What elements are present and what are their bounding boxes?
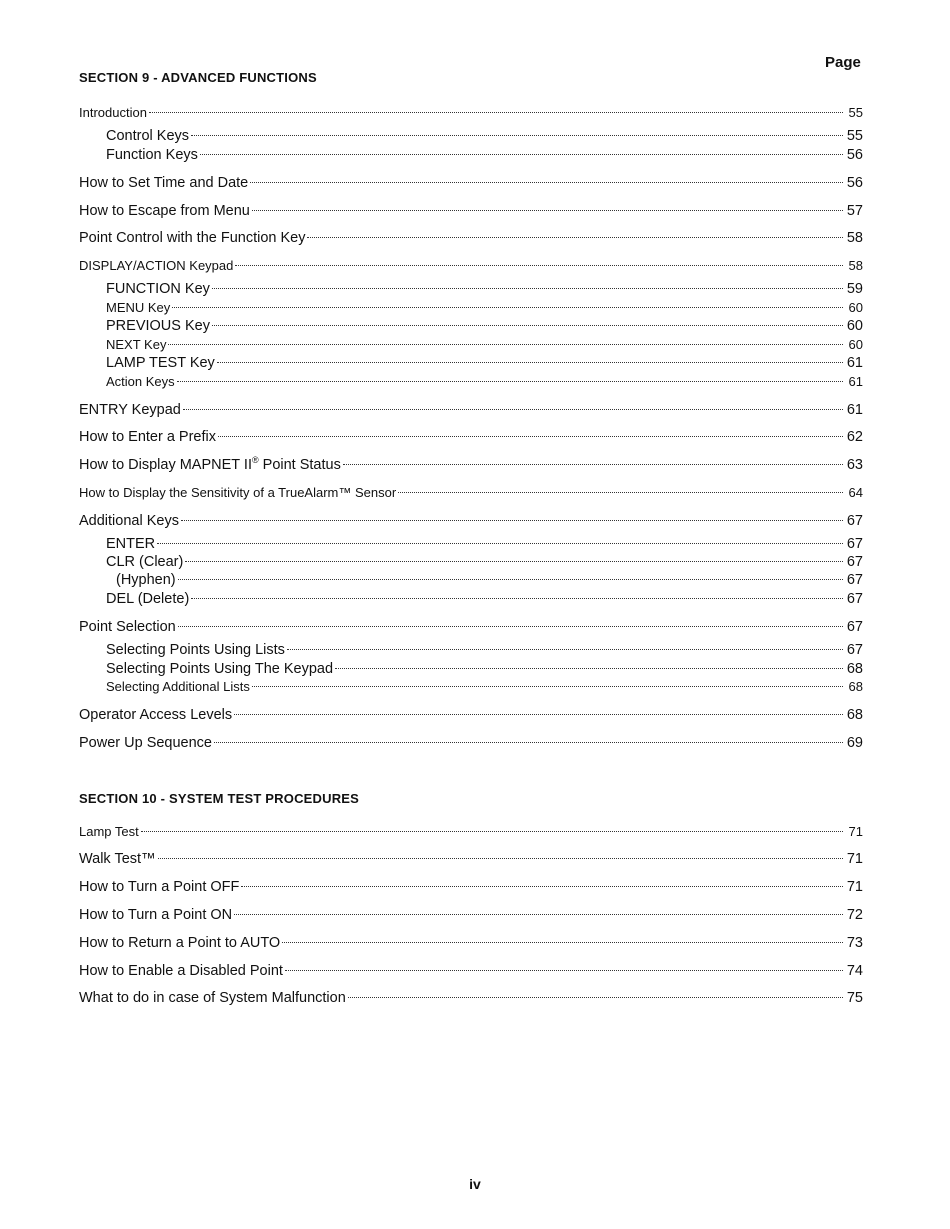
toc-entry-page: 68 bbox=[848, 679, 863, 694]
toc-entry-page: 67 bbox=[846, 642, 863, 658]
toc-entry-title: PREVIOUS Key bbox=[106, 318, 210, 334]
toc-entry-mapnet-status[interactable] bbox=[79, 456, 863, 474]
toc-entry-entry-keypad[interactable] bbox=[79, 401, 863, 419]
toc-entry-title: NEXT Key bbox=[106, 337, 167, 352]
toc-entry-title: Function Keys bbox=[106, 147, 198, 163]
toc-entry-truealarm-sensitivity[interactable] bbox=[79, 484, 863, 502]
toc-entry-additional-keys[interactable] bbox=[79, 512, 863, 530]
toc-entry-page: 63 bbox=[846, 457, 863, 473]
toc-entry-lamp-test-key[interactable] bbox=[106, 354, 863, 372]
toc-entry-return-auto[interactable] bbox=[79, 934, 863, 952]
toc-entry-control-keys[interactable] bbox=[106, 127, 863, 145]
toc-entry-next-key[interactable] bbox=[106, 336, 863, 354]
toc-entry-page: 60 bbox=[848, 337, 863, 352]
toc-entry-point-control[interactable] bbox=[79, 229, 863, 247]
toc-entry-page: 67 bbox=[846, 572, 863, 588]
toc-entry-title: How to Enter a Prefix bbox=[79, 429, 216, 445]
toc-entry-title: How to Escape from Menu bbox=[79, 203, 250, 219]
toc-entry-page: 56 bbox=[846, 175, 863, 191]
toc-entry-set-time-date[interactable] bbox=[79, 174, 863, 192]
toc-entry-title: Introduction bbox=[79, 105, 147, 120]
toc-entry-point-selection[interactable] bbox=[79, 618, 863, 636]
toc-entry-power-up[interactable] bbox=[79, 734, 863, 752]
toc-entry-page: 60 bbox=[848, 300, 863, 315]
toc-entry-title: Point Selection bbox=[79, 619, 176, 635]
footer-page-number: iv bbox=[469, 1176, 481, 1192]
toc-entry-page: 74 bbox=[846, 963, 863, 979]
toc-entry-page: 67 bbox=[846, 619, 863, 635]
toc-entry-additional-lists[interactable] bbox=[106, 678, 863, 696]
toc-entry-operator-access[interactable] bbox=[79, 706, 863, 724]
toc-entry-title: How to Set Time and Date bbox=[79, 175, 249, 191]
toc-entry-title: Walk Test™ bbox=[79, 851, 156, 867]
toc-entry-del[interactable] bbox=[106, 590, 863, 608]
toc-entry-introduction[interactable] bbox=[79, 104, 863, 122]
toc-entry-enable-disabled[interactable] bbox=[79, 962, 863, 980]
toc-entry-page: 59 bbox=[846, 281, 863, 297]
toc-entry-title: How to Display the Sensitivity of a TrueAlarm™ Sensor bbox=[79, 485, 397, 500]
toc-entry-title: MENU Key bbox=[106, 300, 171, 315]
toc-entry-menu-key[interactable] bbox=[106, 299, 863, 317]
toc-entry-page: 64 bbox=[848, 485, 863, 500]
toc-entry-page: 71 bbox=[846, 879, 863, 895]
toc-entry-hyphen[interactable] bbox=[106, 571, 863, 589]
toc-entry-page: 67 bbox=[846, 513, 863, 529]
toc-entry-page: 71 bbox=[846, 851, 863, 867]
toc-entry-title: ENTRY Keypad bbox=[79, 402, 181, 418]
toc-entry-title: Selecting Additional Lists bbox=[106, 679, 250, 694]
toc-entry-page: 72 bbox=[846, 907, 863, 923]
toc-entry-clr[interactable] bbox=[106, 553, 863, 571]
toc-entry-display-action-keypad[interactable] bbox=[79, 257, 863, 275]
toc-entry-title: FUNCTION Key bbox=[106, 281, 210, 297]
toc-entry-page: 68 bbox=[846, 707, 863, 723]
toc-entry-page: 67 bbox=[846, 591, 863, 607]
toc-entry-title: LAMP TEST Key bbox=[106, 355, 215, 371]
toc-entry-title: Power Up Sequence bbox=[79, 735, 212, 751]
toc-entry-title: ENTER bbox=[106, 536, 156, 552]
page-header-label: Page bbox=[825, 54, 861, 71]
toc-entry-malfunction[interactable] bbox=[79, 989, 863, 1007]
toc-entry-page: 67 bbox=[846, 554, 863, 570]
toc-entry-title: How to Return a Point to AUTO bbox=[79, 935, 281, 951]
toc-entry-enter-prefix[interactable] bbox=[79, 428, 863, 446]
toc-entry-title: Control Keys bbox=[106, 128, 190, 144]
toc-entry-page: 56 bbox=[846, 147, 863, 163]
toc-entry-turn-off[interactable] bbox=[79, 878, 863, 896]
toc-entry-enter[interactable] bbox=[106, 535, 863, 553]
toc-entry-title: CLR (Clear) bbox=[106, 554, 184, 570]
toc-entry-page: 57 bbox=[846, 203, 863, 219]
toc-entry-title: DEL (Delete) bbox=[106, 591, 190, 607]
section-10-heading: SECTION 10 - SYSTEM TEST PROCEDURES bbox=[79, 791, 360, 806]
toc-entry-title: DISPLAY/ACTION Keypad bbox=[79, 258, 234, 273]
toc-entry-turn-on[interactable] bbox=[79, 906, 863, 924]
toc-entry-selecting-keypad[interactable] bbox=[106, 660, 863, 678]
toc-entry-function-key[interactable] bbox=[106, 280, 863, 298]
registered-mark: ® bbox=[251, 455, 259, 466]
toc-entry-previous-key[interactable] bbox=[106, 317, 863, 335]
toc-entry-page: 61 bbox=[846, 402, 863, 418]
toc-entry-page: 58 bbox=[846, 230, 863, 246]
toc-entry-walk-test[interactable] bbox=[79, 850, 863, 868]
toc-entry-title: Action Keys bbox=[106, 374, 175, 389]
toc-entry-title: Selecting Points Using The Keypad bbox=[106, 661, 334, 677]
toc-entry-title: How to Display MAPNET II® Point Status bbox=[79, 455, 341, 473]
toc-entry-page: 61 bbox=[848, 374, 863, 389]
toc-entry-page: 68 bbox=[846, 661, 863, 677]
toc-entry-title: Lamp Test bbox=[79, 824, 139, 839]
toc-entry-title: Additional Keys bbox=[79, 513, 179, 529]
toc-entry-title: Operator Access Levels bbox=[79, 707, 233, 723]
toc-entry-title: (Hyphen) bbox=[116, 572, 176, 588]
toc-entry-function-keys[interactable] bbox=[106, 146, 863, 164]
toc-entry-page: 73 bbox=[846, 935, 863, 951]
toc-entry-page: 67 bbox=[846, 536, 863, 552]
toc-entry-page: 69 bbox=[846, 735, 863, 751]
toc-entry-selecting-lists[interactable] bbox=[106, 641, 863, 659]
toc-entry-lamp-test[interactable] bbox=[79, 823, 863, 841]
toc-entry-title: How to Turn a Point OFF bbox=[79, 879, 240, 895]
toc-entry-title: Point Control with the Function Key bbox=[79, 230, 306, 246]
toc-entry-page: 61 bbox=[846, 355, 863, 371]
toc-entry-page: 55 bbox=[848, 105, 863, 120]
toc-entry-title: Selecting Points Using Lists bbox=[106, 642, 285, 658]
toc-entry-page: 71 bbox=[848, 824, 863, 839]
toc-entry-page: 58 bbox=[848, 258, 863, 273]
toc-entry-title: What to do in case of System Malfunction bbox=[79, 990, 346, 1006]
toc-entry-action-keys[interactable] bbox=[106, 373, 863, 391]
toc-entry-page: 60 bbox=[846, 318, 863, 334]
section-9-heading: SECTION 9 - ADVANCED FUNCTIONS bbox=[79, 70, 317, 85]
toc-entry-escape-menu[interactable] bbox=[79, 202, 863, 220]
toc-entry-page: 62 bbox=[846, 429, 863, 445]
toc-entry-page: 55 bbox=[846, 128, 863, 144]
toc-entry-title: How to Enable a Disabled Point bbox=[79, 963, 283, 979]
toc-entry-page: 75 bbox=[846, 990, 863, 1006]
toc-entry-title: How to Turn a Point ON bbox=[79, 907, 233, 923]
